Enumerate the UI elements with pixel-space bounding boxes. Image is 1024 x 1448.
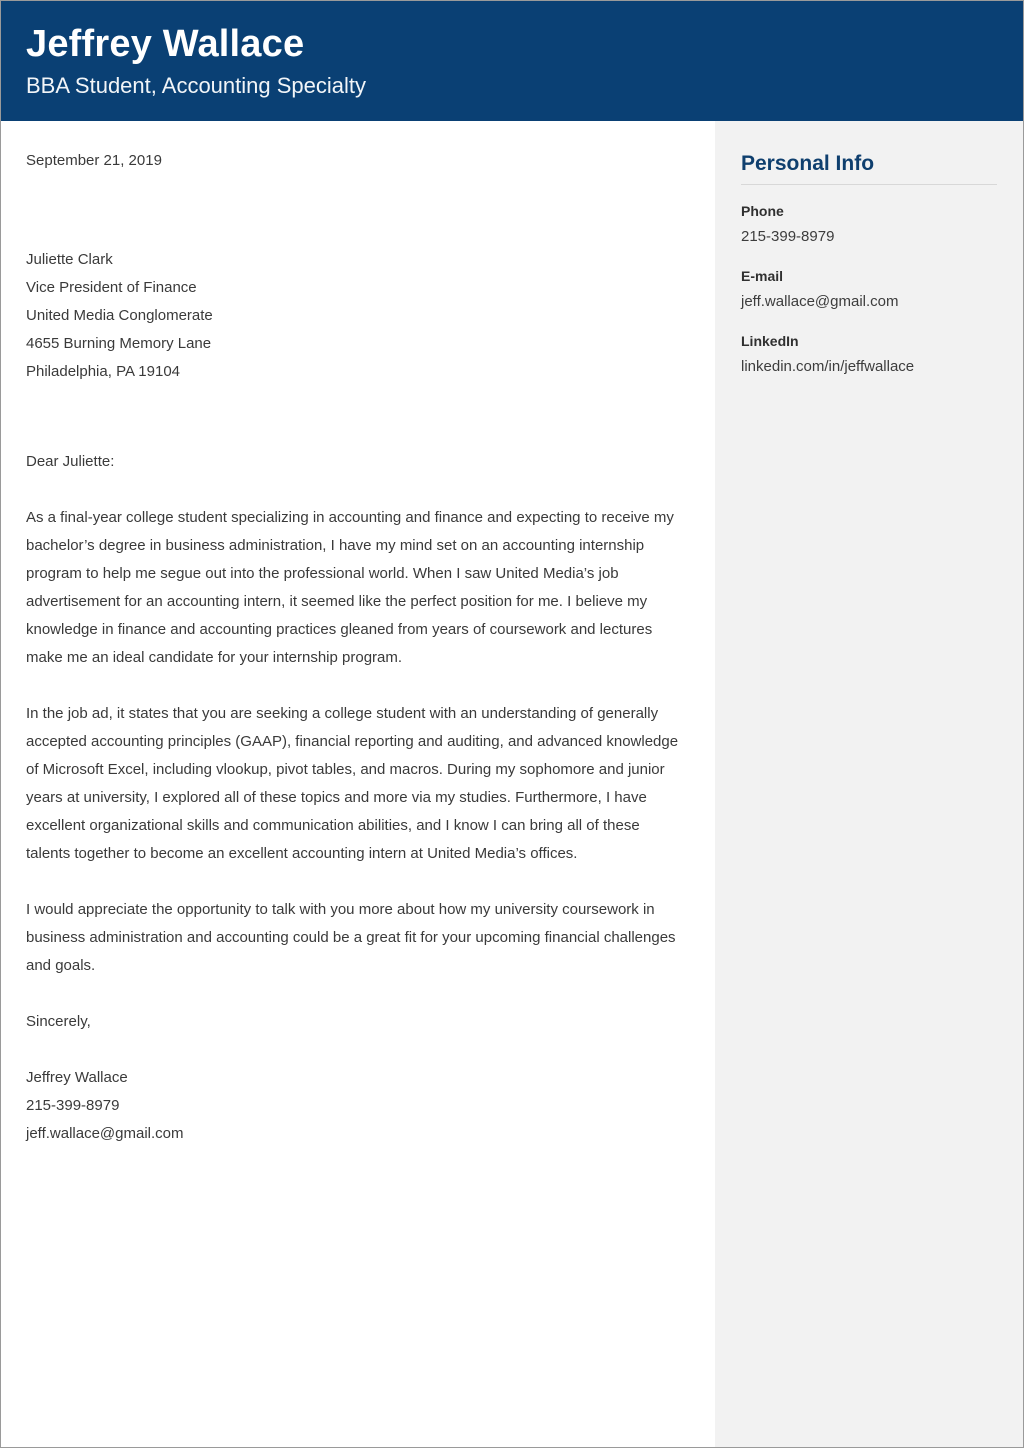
spacer (26, 868, 681, 896)
spacer (26, 386, 681, 448)
recipient-title: Vice President of Finance (26, 279, 197, 296)
letter-closing: Sincerely, (26, 1013, 91, 1030)
letter-column (1, 121, 715, 1447)
header-banner (1, 1, 1023, 121)
info-block-email (741, 266, 997, 314)
info-label: E-mail (741, 268, 784, 284)
recipient-name: Juliette Clark (26, 251, 113, 268)
recipient-city-state-zip: Philadelphia, PA 19104 (26, 363, 181, 380)
page-title: Jeffrey Wallace (26, 23, 305, 65)
sidebar-title: Personal Info (741, 152, 875, 175)
letter-paragraph: As a final-year college student specializing in accounting and finance and expecting to receive my bachelor’s degree in business administration, I have my mind set on an accounting internship program to help me segue out into the professional world. When I saw United Media’s job advertisement for an accounting intern, it seemed like the perfect position for me. I believe my knowledge in finance and accounting practices gleaned from years of coursework and lectures make me an ideal candidate for your internship program. (26, 509, 674, 666)
letter-salutation: Dear Juliette: (26, 453, 115, 470)
signature-email: jeff.wallace@gmail.com (26, 1125, 184, 1142)
info-value-linkedin[interactable]: linkedin.com/in/jeffwallace (741, 358, 915, 375)
info-label: LinkedIn (741, 333, 799, 349)
info-value-phone: 215-399-8979 (741, 228, 835, 245)
sidebar-divider (741, 184, 997, 185)
recipient-company: United Media Conglomerate (26, 307, 213, 324)
recipient-street: 4655 Burning Memory Lane (26, 335, 212, 352)
header-subtitle: BBA Student, Accounting Specialty (26, 73, 367, 98)
sidebar-personal-info (715, 121, 1023, 1447)
signature-name: Jeffrey Wallace (26, 1069, 128, 1086)
info-block-phone (741, 201, 997, 249)
spacer (26, 476, 681, 504)
spacer (26, 672, 681, 700)
signature-phone: 215-399-8979 (26, 1097, 120, 1114)
body-area (1, 121, 1023, 1447)
spacer (26, 980, 681, 1008)
info-value-email[interactable]: jeff.wallace@gmail.com (741, 293, 899, 310)
spacer (26, 175, 681, 246)
info-label: Phone (741, 203, 784, 219)
letter-date: September 21, 2019 (26, 152, 162, 169)
spacer (26, 1036, 681, 1064)
info-block-linkedin (741, 331, 997, 379)
letter-paragraph: I would appreciate the opportunity to talk with you more about how my university coursework in business administration and accounting could be a great fit for your upcoming financial challenges and goals. (26, 901, 676, 974)
letter-paragraph: In the job ad, it states that you are seeking a college student with an understanding of generally accepted accounting principles (GAAP), financial reporting and auditing, and advanced knowledge of Microsoft Excel, including vlookup, pivot tables, and macros. During my sophomore and junior years at university, I explored all of these topics and more via my studies. Furthermore, I have excellent organizational skills and communication abilities, and I know I can bring all of these talents together to become an excellent accounting intern at United Media’s offices. (26, 705, 679, 862)
